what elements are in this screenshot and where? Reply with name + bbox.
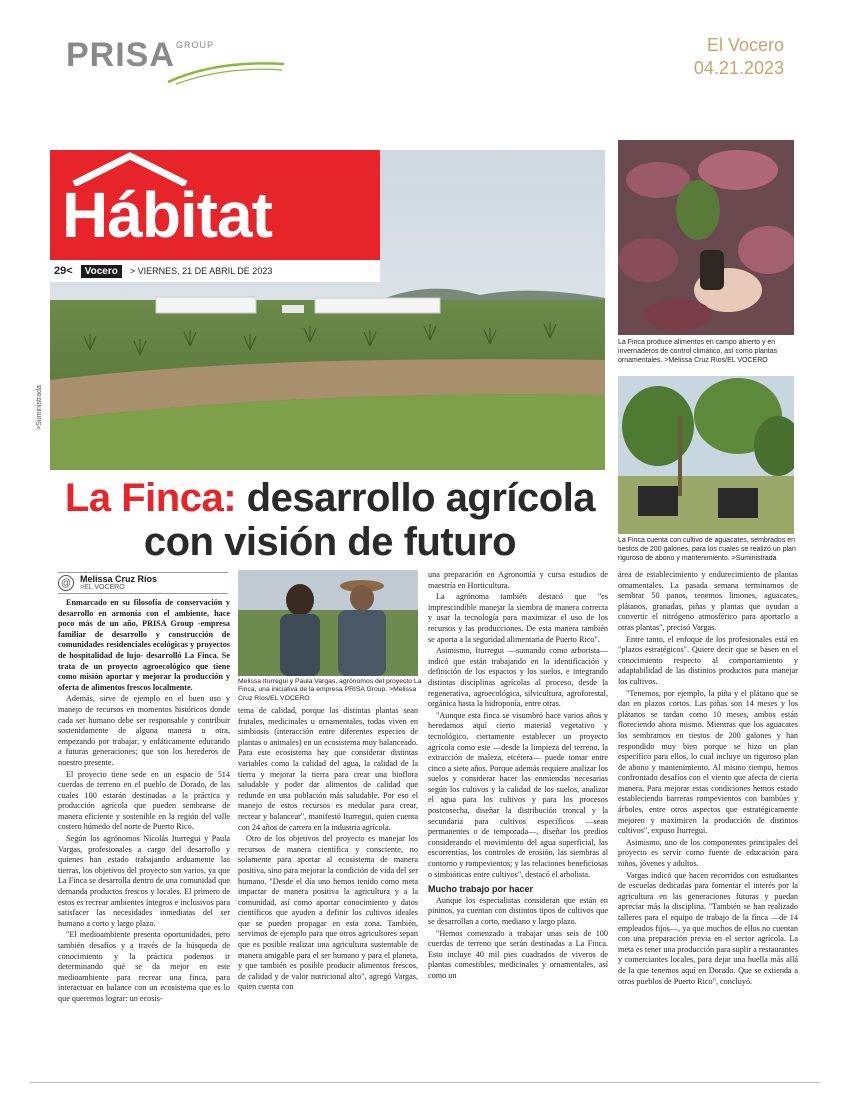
article-paragraph: una preparación en Agronomía y cursa estudios de maestría en Horticultura. xyxy=(428,570,608,590)
article-paragraph: Otro de los objetivos del proyecto es manejar los recursos de manera científica y consciente, no solamente para aportar al ecosistema de manera positiva, sino para mejorar la condición de vida del ser humano. "Desde el día uno hemos tenido como meta impactar de manera positiva la agricultura y a la comunidad, así como aportar conocimiento y datos científicos que ayuden a definir los cultivos ideales que se pueden propagar en esta zona. También, servimos de ejemplo para que otros agricultores sepan que es posible realizar una agricultura sustentable de manera amigable para el ser humano y para el planeta, y que también es posible producir alimentos frescos, de calidad y de valor nutricional alto", agregó Vargas, quien cuenta con xyxy=(238,834,418,992)
article-paragraph: "Hemos comenzado a trabajar unas seis de 100 cuerdas de terreno que serán destinadas a La Finca. Esto incluye 40 mil pies cuadrados de viveros de plantas comestibles, medicinales y ornamentales, así como un xyxy=(428,928,608,980)
prisa-logo-text: PRISA xyxy=(66,36,175,74)
article-paragraph: El proyecto tiene sede en un espacio de 514 cuerdas de terreno en el pueblo de Dorado, de las cuales 100 estarán destinadas a la práctica y producción agrícola que pueden sembrarse de manera eficiente y sostenible en la región del valle costero húmedo del norte de Puerto Rico. xyxy=(58,769,230,832)
two-agronomists-image xyxy=(238,570,418,676)
logo-swoosh-icon xyxy=(166,56,286,86)
clip-source: El Vocero xyxy=(706,35,784,55)
article-subhead: Mucho trabajo por hacer xyxy=(428,884,534,895)
article-column-1 xyxy=(58,598,230,1006)
section-title: Hábitat xyxy=(62,179,272,251)
article-paragraph: Vargas indicó que hacen recorridos con estudiantes de escuelas dedicadas para fomentar el interés por la agricultura en las generaciones futuras y puedan apreciar más la disciplina. "También se han realizado talleres para el equipo de trabajo de la finca —de 14 empleados fijos—, ya que muchos de ellos no cuentan con una preparación previa en el sector agrícola. La meta es tener una producción para suplir a restaurantes y comerciantes locales, para dejar una huella más allá de la que tenemos aquí en Dorado. Que se extienda a otros pueblos de Puerto Rico", concluyó. xyxy=(618,870,798,986)
byline xyxy=(58,572,228,594)
hero-photo-credit: >Suministrada xyxy=(36,385,43,430)
article-paragraph: área de establecimiento y endurecimiento de plantas ornamentales. La pasada semana terminamos de sembrar 50 panos, tenemos limones, aguacates, plátanos, granadas, piñas y plantas que ayudan a convertir el nitrógeno atmosférico para aportarlo a otras plantas", precisó Vargas. xyxy=(618,570,798,632)
headline-accent: La Finca: xyxy=(64,476,237,520)
avocado-pots-image xyxy=(618,376,794,534)
side-caption-1: La Finca produce alimentos en campo abierto y en invernaderos de control climático, así como plantas ornamentales. >Melissa Cruz Ríos/EL VOCERO xyxy=(618,339,778,364)
article-paragraph: Además, sirve de ejemplo en el buen uso y manejo de recursos en momentos históricos donde cada ser humano debe ser responsable y contribuir sostenidamente de alguna manera u otra, empezando por trabajar, y enfáticamente educando a futuras generaciones; que son los herederos de nuestro presente. xyxy=(58,694,230,767)
article-paragraph: "Aunque esta finca se visumbró hace varios años y heredamos aquí cierto material vegetativo y tecnológico, ciertamente establecer un proyecto agrícola como este —desde la limpieza del terreno, la extracción de maleza, etcétera— puede tomar entre cinco a siete años. Porque además requiere analizar los suelos y considerar hacer las enmiendas necesarias según los cultivos y la calidad de los suelos, analizar el agua para los cultivos y para los procesos postcosecha, diseñar la distribución troncal y la secundaria para cultivos específicos —sean permanentes o de temporada—, diseñar los predios considerando el movimiento del agua superficial, las escorrentías, los controles de erosión, las siembras al contorno y rompevientos; y las relaciones beneficiosas o simbióticas entre cultivos", destacó el arbolista. xyxy=(428,710,608,879)
article-column-4 xyxy=(618,570,798,988)
prisa-logo-subtext: GROUP xyxy=(176,40,215,50)
article-paragraph: Asimismo, Iturregui —sumando como arborista— indicó que están trabajando en la identificación y definición de los espacios y los suelos, e integrando distintas disciplinas agrícolas al proceso, desde la regenerativa, agroecológica, silvicultura, agroforestal, orgánica hasta la hidroponía, entre otras. xyxy=(428,646,608,709)
article-paragraph: Entre tanto, el enfoque de los profesionales está en "plazos estratégicos". Quiere decir que se basen en el conocimiento respecto al comportamiento y adaptabilidad de las distintos productos para manejar los cultivos. xyxy=(618,634,798,686)
headline-line2: con visión de futuro xyxy=(143,520,517,564)
clip-meta xyxy=(694,34,784,80)
article-paragraph: "Tenemos, por ejemplo, la piña y el plátano que se dan en plazos cortos. Las piñas son 14 meses y los plátanos se tardan como 10 meses, ambos están floreciendo ahora mismo. Mientras que los aguacates los sembramos en tiestos de 200 galones y han respondido muy bien porque se hizo un plan específico para ellos, lo cual incluye un riguroso plan de abono y mantenimiento. Al mismo tiempo, hemos confrontado desafíos con el viento que afecta de cierta manera. Para mejorar estas condiciones hemos estado estableciendo barreras rompevientos con bambúes y árboles, entre otros aspectos que estratégicamente mejoren y maximicen la producción de distintos cultivos", expuso Iturregui. xyxy=(618,688,798,836)
author-name: Melissa Cruz Ríos xyxy=(80,574,158,584)
article-headline xyxy=(50,476,610,564)
headline-line1: desarrollo agrícola xyxy=(246,476,596,520)
article-paragraph: Enmarcado en su filosofía de conservación y desarrollo en armonía con el ambiente, hace poco más de un año, PRISA Group -empresa familiar de desarrollo y construcción de comunidades residenciales ecológicas y proyectos de hospitalidad de lujo- desarrolló La Finca. Se trata de un proyecto agroecológico que tiene como misión aportar y mejorar la producción y oferta de alimentos frescos localmente. xyxy=(58,598,230,692)
issue-date: > VIERNES, 21 DE ABRIL DE 2023 xyxy=(129,266,273,276)
inset-caption: Melissa Iturregui y Paula Vargas, agrónomos del proyecto La Finca, una iniciativa de la empresa PRISA Group. >Melissa Cruz Ríos/EL VOCERO xyxy=(238,678,422,702)
page-number: 29< xyxy=(54,265,73,277)
prisa-group-logo xyxy=(66,36,215,76)
publication-badge: Vocero xyxy=(81,265,122,278)
footer-divider xyxy=(30,1082,820,1083)
article-paragraph: tema de calidad, porque las distintas plantas sean frutales, medicinales u ornamentales, todas viven en simbiosis (interacción entre diferentes especies de plantas o animales) en un ecosistema muy balanceado. Para este ecosistema hay que considerar distintas variables como la calidad del agua, la calidad de la tierra y mejorar la tierra para crear una bioflora saludable y poder dar alimentos de calidad que redunde en una población más saludable. Por eso el manejo de estos recursos es medular para crear, recrear y balancear", manifestó Iturregui, quien cuenta con 24 años de carrera en la industria agrícola. xyxy=(238,706,418,832)
side-caption-2: La Finca cuenta con cultivo de aguacates, sembrados en tiestos de 200 galones, para los cuales se realizó un plan riguroso de abono y mantenimiento. >Suministrada xyxy=(618,537,796,562)
article-paragraph: Según los agrónomos Nicolás Iturregui y Paula Vargas, profesionales a cargo del desarrollo y quienes han estado trabajando arduamente las tierras, los objetivos del proyecto son varios, ya que La Finca se desarrolla dentro de una comunidad que demanda productos frescos y locales. El primero de estos es recrear ambientes íntegros e inclusivos para satisfacer las necesidades inmediatas del ser humano a corto y largo plazo. xyxy=(58,834,230,928)
article-column-3 xyxy=(428,570,608,983)
article-paragraph: La agrónoma también destacó que "es imprescindible manejar la siembra de manera correcta y usar la tecnología para maximizar el uso de los recursos y las producciones. De esta manera también se aporta a la seguridad alimentaria de Puerto Rico". xyxy=(428,592,608,644)
newspaper-page xyxy=(36,140,800,1075)
ornamental-plants-photo xyxy=(618,140,794,335)
clip-date: 04.21.2023 xyxy=(693,58,784,78)
article-paragraph: "El medioambiente presenta oportunidades, pero también desafíos y a través de la búsqueda de conocimiento y la práctica podemos ir determinando qué se da mejor en este medioambiente para recrear una finca, para interactuar en balance con un ecosistema que es lo que queremos lograr: un ecosis- xyxy=(58,930,230,1003)
plants-in-hand-image xyxy=(618,140,794,335)
masthead-info-bar xyxy=(50,260,380,282)
avocado-trees-photo xyxy=(618,376,794,534)
article-column-2 xyxy=(238,706,418,994)
section-masthead xyxy=(50,150,380,278)
article-paragraph: Aunque los especialistas consideran que están en pininos, ya cuentan con distintos tipos de cultivos que se desarrollan a corto, mediano y largo plazo. xyxy=(428,895,608,926)
article-paragraph: Asimismo, uno de los componentes principales del proyecto es servir como fuente de educación para niños, jóvenes y adultos. xyxy=(618,837,798,869)
agronomists-photo xyxy=(238,570,418,676)
author-outlet: >EL VOCERO xyxy=(80,584,125,591)
at-sign-icon: @ xyxy=(58,575,74,591)
clip-header xyxy=(0,0,850,110)
